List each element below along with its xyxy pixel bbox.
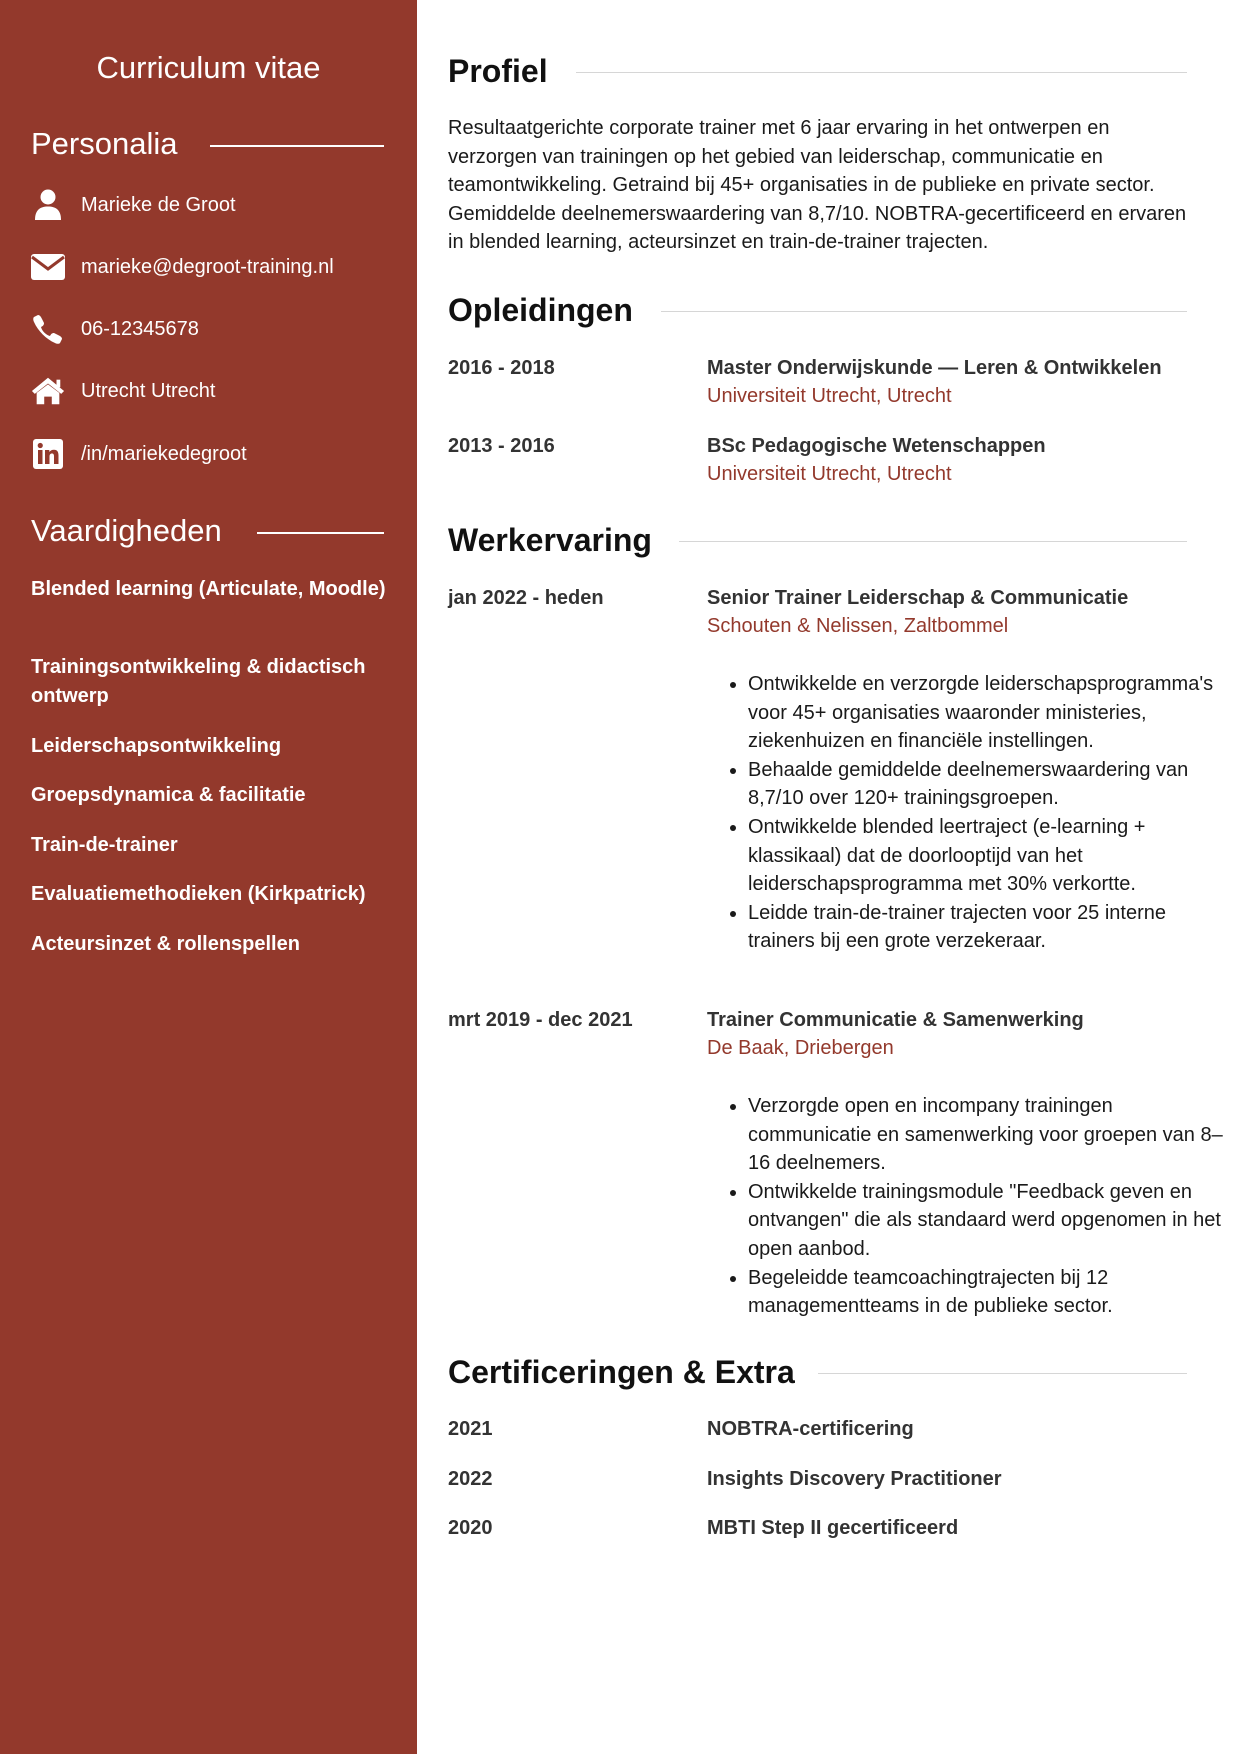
job-bullet: • Ontwikkelde trainingsmodule "Feedback geven en ontvangen" die als standaard werd opgenomen in het open aanbod.	[748, 1178, 1228, 1264]
job-bullets	[707, 670, 1228, 956]
skill-item: Blended learning (Articulate, Moodle)	[31, 578, 386, 600]
sidebar	[0, 0, 417, 1754]
certificate-title: Insights Discovery Practitioner	[707, 1468, 1002, 1490]
education-date: 2016 - 2018	[448, 357, 555, 379]
contact-email[interactable]	[31, 249, 334, 285]
education-date: 2013 - 2016	[448, 435, 555, 457]
werkervaring-divider	[679, 541, 1187, 542]
personalia-heading: Personalia	[31, 126, 178, 161]
certificeringen-heading: Certificeringen & Extra	[448, 1354, 795, 1390]
contact-name	[31, 187, 236, 223]
job-title: Trainer Communicatie & Samenwerking	[707, 1009, 1084, 1031]
job-bullet: • Begeleidde teamcoachingtrajecten bij 12 managementteams in de publieke sector.	[748, 1264, 1228, 1321]
contact-phone-text[interactable]: 06-12345678	[81, 317, 199, 340]
skill-item: Trainingsontwikkeling & didactisch ontwerp	[31, 656, 366, 707]
contact-location-text: Utrecht Utrecht	[81, 379, 216, 402]
skill-item: Train-de-trainer	[31, 834, 178, 856]
opleidingen-heading: Opleidingen	[448, 292, 633, 328]
skills-heading: Vaardigheden	[31, 513, 222, 548]
contact-location	[31, 373, 216, 409]
skill-item: Acteursinzet & rollenspellen	[31, 933, 300, 955]
skills-divider	[257, 532, 384, 534]
education-title: Master Onderwijskunde — Leren & Ontwikkelen	[707, 357, 1162, 379]
skill-item: Leiderschapsontwikkeling	[31, 735, 282, 757]
contact-linkedin[interactable]	[31, 436, 247, 472]
job-bullet: • Leidde train-de-trainer trajecten voor 25 interne trainers bij een grote verzekeraar.	[748, 899, 1228, 956]
education-institution: Universiteit Utrecht, Utrecht	[707, 385, 952, 407]
job-employer: Schouten & Nelissen, Zaltbommel	[707, 615, 1009, 637]
certificate-title: MBTI Step II gecertificeerd	[707, 1517, 959, 1539]
home-icon	[31, 374, 65, 408]
job-bullet: • Ontwikkelde blended leertraject (e-learning + klassikaal) dat de doorlooptijd van het leiderschapsprogramma met 30% verkortte.	[748, 813, 1228, 899]
skill-item: Groepsdynamica & facilitatie	[31, 784, 306, 806]
certificeringen-divider	[818, 1373, 1187, 1374]
contact-phone[interactable]	[31, 311, 199, 347]
certificate-title: NOBTRA-certificering	[707, 1418, 914, 1440]
certificate-year: 2022	[448, 1468, 493, 1490]
contact-email-text[interactable]: marieke@degroot-training.nl	[81, 255, 334, 278]
certificate-year: 2020	[448, 1517, 493, 1539]
profiel-text: Resultaatgerichte corporate trainer met 6 jaar ervaring in het ontwerpen en verzorgen van trainingen op het gebied van leiderschap, communicatie en teamontwikkeling. Getraind bij 45+ organisaties in de publieke en private sector. Gemiddelde deelnemerswaardering van 8,7/10. NOBTRA-gecertificeerd en ervaren in blended learning, acteursinzet en train-de-trainer trajecten.	[448, 117, 1187, 254]
education-institution: Universiteit Utrecht, Utrecht	[707, 463, 952, 485]
opleidingen-divider	[661, 311, 1187, 312]
document-title: Curriculum vitae	[96, 50, 321, 85]
job-bullet: • Ontwikkelde en verzorgde leiderschapsprogramma's voor 45+ organisaties waaronder ministeries, ziekenhuizen en financiële instellingen.	[748, 670, 1228, 756]
job-bullet: • Verzorgde open en incompany trainingen communicatie en samenwerking voor groepen van 8–16 deelnemers.	[748, 1092, 1228, 1178]
certificate-year: 2021	[448, 1418, 493, 1440]
education-title: BSc Pedagogische Wetenschappen	[707, 435, 1046, 457]
personalia-divider	[210, 145, 384, 147]
phone-icon	[31, 312, 65, 346]
skill-item: Evaluatiemethodieken (Kirkpatrick)	[31, 883, 366, 905]
linkedin-icon	[31, 437, 65, 471]
job-title: Senior Trainer Leiderschap & Communicatie	[707, 587, 1129, 609]
envelope-icon	[31, 250, 65, 284]
profiel-heading: Profiel	[448, 53, 548, 89]
job-bullets	[707, 1092, 1228, 1321]
contact-linkedin-text[interactable]: /in/mariekedegroot	[81, 442, 247, 465]
job-employer: De Baak, Driebergen	[707, 1037, 894, 1059]
contact-name-text: Marieke de Groot	[81, 193, 236, 216]
job-bullet: • Behaalde gemiddelde deelnemerswaardering van 8,7/10 over 120+ trainingsgroepen.	[748, 756, 1228, 813]
user-icon	[31, 188, 65, 222]
job-date: mrt 2019 - dec 2021	[448, 1009, 633, 1031]
profiel-divider	[576, 72, 1187, 73]
werkervaring-heading: Werkervaring	[448, 522, 652, 558]
job-date: jan 2022 - heden	[448, 587, 604, 609]
